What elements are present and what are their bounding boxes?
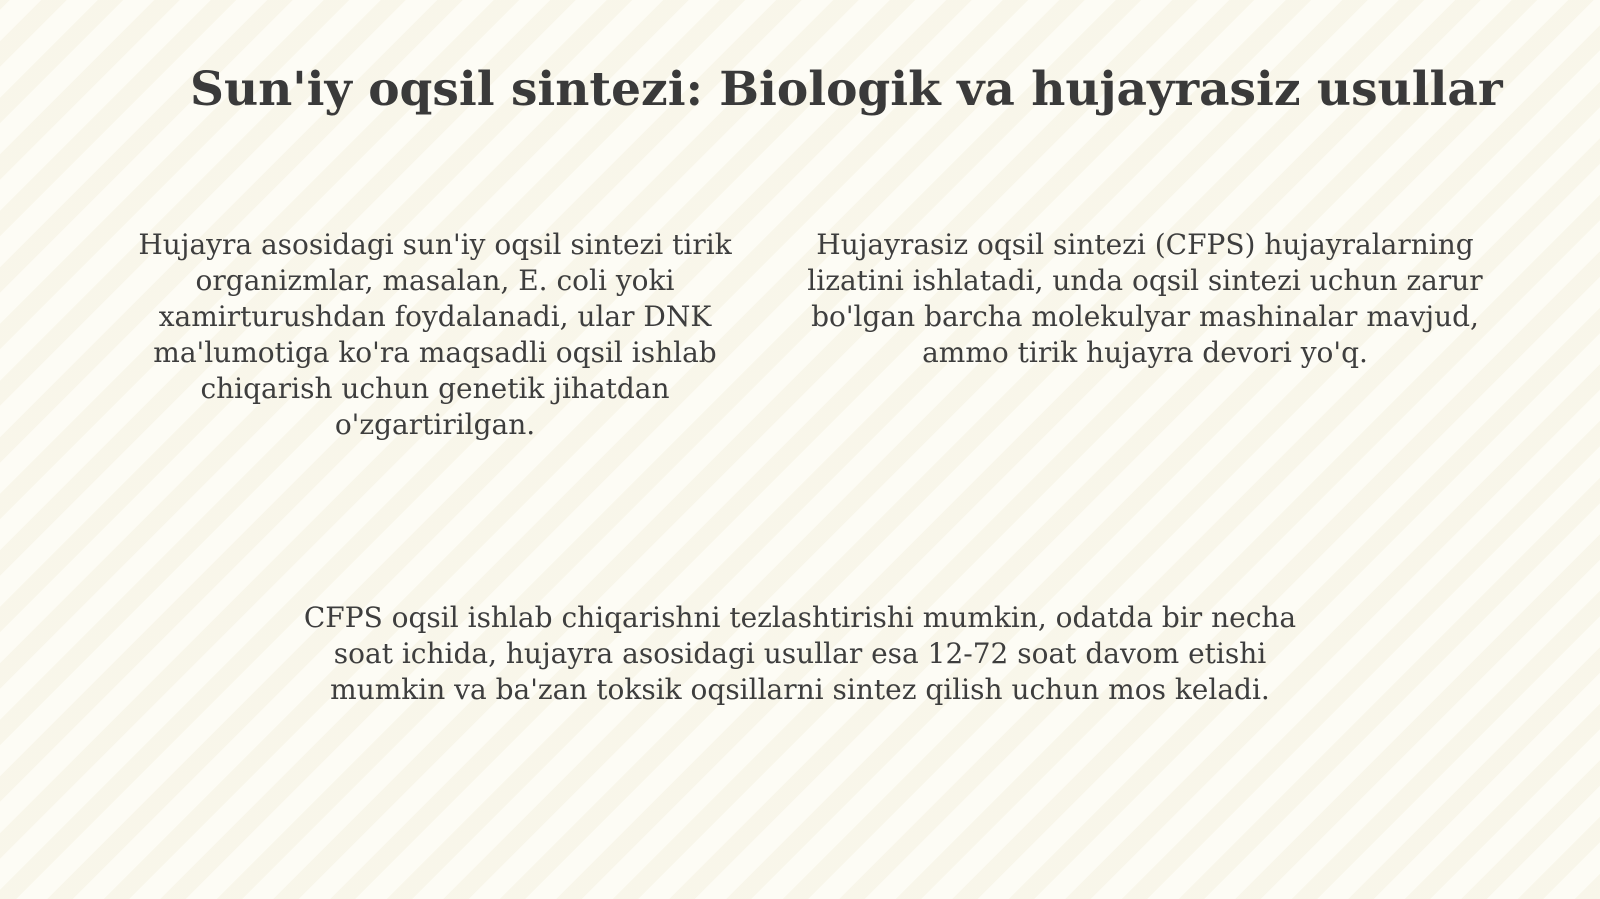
cell-based-synthesis-text: Hujayra asosidagi sun'iy oqsil sintezi tirik organizmlar, masalan, E. coli yoki xamirturushdan foydalanadi, ular DNK ma'lumotiga ko'ra maqsadli oqsil ishlab chiqarish uchun genetik jihatdan o'zgartirilgan.	[138, 228, 732, 441]
slide-title: Sun'iy oqsil sintezi: Biologik va hujayrasiz usullar	[190, 62, 1503, 117]
comparison-text: CFPS oqsil ishlab chiqarishni tezlashtirishi mumkin, odatda bir necha soat ichida, hujayra asosidagi usullar esa 12-72 soat davom etishi mumkin va ba'zan toksik oqsillarni sintez qilish uchun mos keladi.	[303, 601, 1297, 706]
cell-free-synthesis-text: Hujayrasiz oqsil sintezi (CFPS) hujayralarning lizatini ishlatadi, unda oqsil sintezi uchun zarur bo'lgan barcha molekulyar mashinalar mavjud, ammo tirik hujayra devori yo'q.	[807, 228, 1483, 369]
